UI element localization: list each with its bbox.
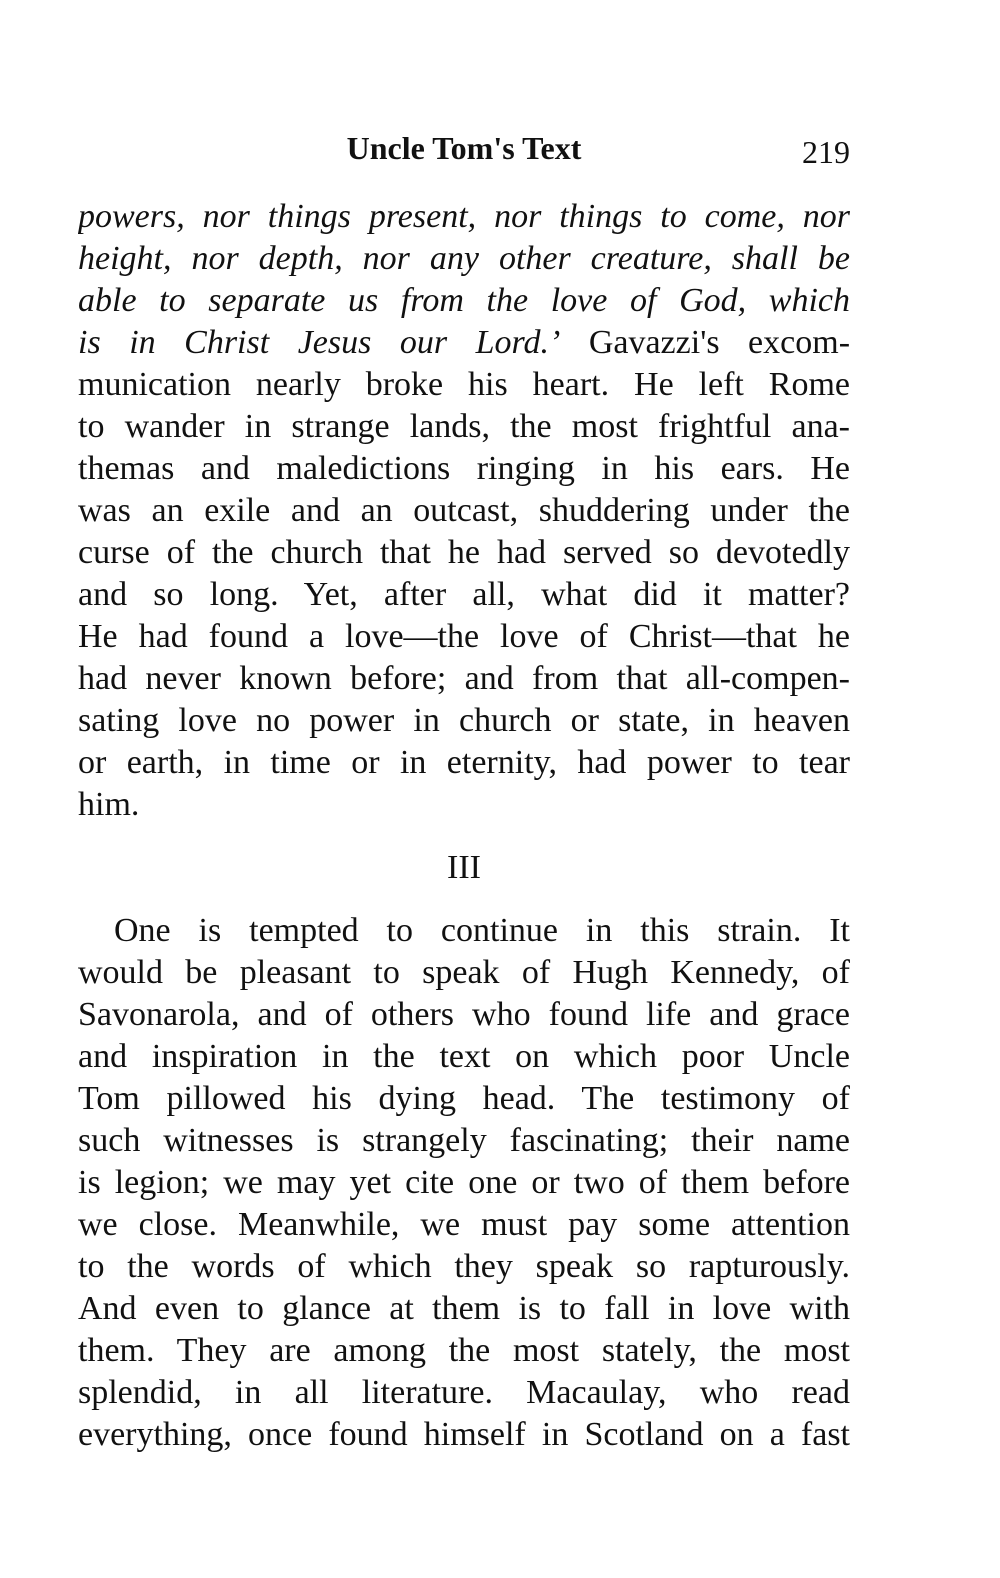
text-line: would be pleasant to speak of Hugh Kennedy, of — [78, 954, 850, 991]
page-number: 219 — [802, 134, 850, 170]
text-line: munication nearly broke his heart. He left Rome — [78, 366, 850, 403]
text-line: splendid, in all literature. Macaulay, who read — [78, 1374, 850, 1411]
text-line: to the words of which they speak so rapturously. — [78, 1248, 850, 1285]
text-line — [78, 322, 850, 364]
text-line: everything, once found himself in Scotland on a fast — [78, 1416, 850, 1453]
text-line — [78, 238, 850, 280]
text-line: Tom pillowed his dying head. The testimony of — [78, 1080, 850, 1117]
italic-quote: height, nor depth, nor any other creature, shall be — [78, 240, 850, 277]
text-line: him. — [78, 786, 140, 823]
text-line: to wander in strange lands, the most frightful ana- — [78, 408, 850, 445]
running-title: Uncle Tom's Text — [346, 130, 582, 166]
text-line — [78, 196, 850, 238]
paragraph-2 — [78, 910, 850, 1456]
text-line: or earth, in time or in eternity, had power to tear — [78, 744, 850, 781]
section-heading: III — [447, 849, 481, 886]
text-span: Gavazzi's excom- — [560, 324, 850, 361]
text-line: themas and maledictions ringing in his ears. He — [78, 450, 850, 487]
text-line: Savonarola, and of others who found life and grace — [78, 996, 850, 1033]
italic-quote: able to separate us from the love of God, which — [78, 282, 850, 319]
text-line: One is tempted to continue in this strain. It — [114, 912, 850, 949]
paragraph-1 — [78, 196, 850, 826]
page-header — [78, 124, 850, 172]
text-line: such witnesses is strangely fascinating; their name — [78, 1122, 850, 1159]
text-line: them. They are among the most stately, the most — [78, 1332, 850, 1369]
text-line: had never known before; and from that all-compen- — [78, 660, 850, 697]
text-line: is legion; we may yet cite one or two of them before — [78, 1164, 850, 1201]
text-line: and so long. Yet, after all, what did it matter? — [78, 576, 850, 613]
text-line: we close. Meanwhile, we must pay some attention — [78, 1206, 850, 1243]
text-line: curse of the church that he had served so devotedly — [78, 534, 850, 571]
text-line — [78, 280, 850, 322]
italic-quote: powers, nor things present, nor things to come, nor — [78, 198, 850, 235]
text-line: sating love no power in church or state, in heaven — [78, 702, 850, 739]
body-text — [78, 196, 850, 1456]
text-line: and inspiration in the text on which poor Uncle — [78, 1038, 850, 1075]
text-line: He had found a love—the love of Christ—that he — [78, 618, 850, 655]
text-line: And even to glance at them is to fall in love with — [78, 1290, 850, 1327]
text-line: was an exile and an outcast, shuddering under the — [78, 492, 850, 529]
italic-quote: is in Christ Jesus our Lord.’ — [78, 324, 561, 361]
